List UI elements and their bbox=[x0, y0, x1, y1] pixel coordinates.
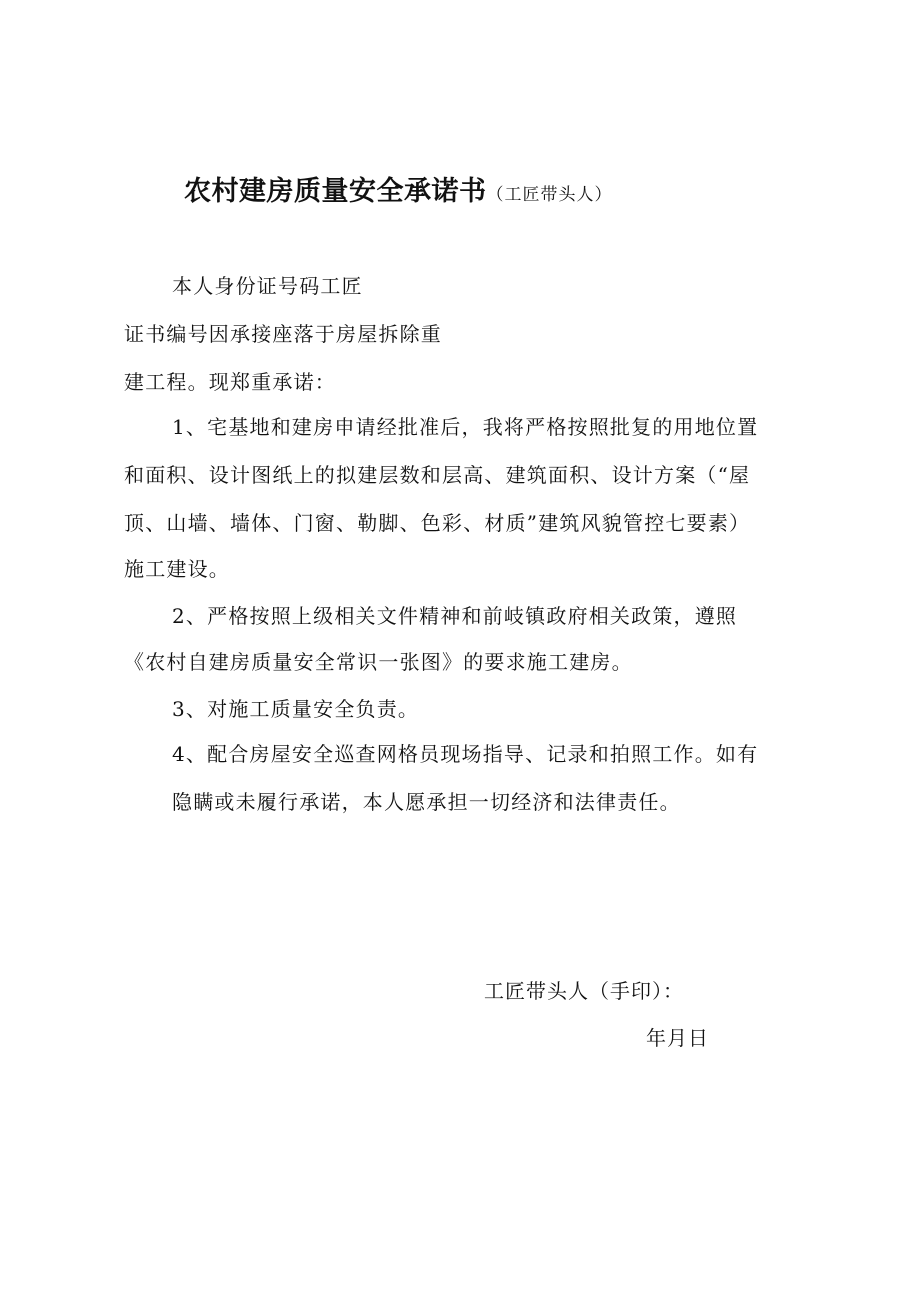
item-4-line-1: 4、配合房屋安全巡查网格员现场指导、记录和拍照工作。如有 bbox=[172, 742, 759, 766]
item-2-line-2: 《农村自建房质量安全常识一张图》的要求施工建房。 bbox=[124, 650, 633, 674]
item-3-line-1: 3、对施工质量安全负责。 bbox=[172, 697, 420, 721]
item-1-line-2: 和面积、设计图纸上的拟建层数和层高、建筑面积、设计方案（“屋 bbox=[124, 463, 751, 487]
item-1-line-1: 1、宅基地和建房申请经批准后，我将严格按照批复的用地位置 bbox=[172, 415, 759, 439]
item-4-line-2: 隐瞒或未履行承诺，本人愿承担一切经济和法律责任。 bbox=[172, 790, 681, 814]
item-1-line-4: 施工建设。 bbox=[124, 557, 230, 581]
title-suffix: （工匠带头人） bbox=[486, 185, 613, 205]
title-main: 农村建房质量安全承诺书 bbox=[184, 176, 487, 207]
signature-label: 工匠带头人（手印）： bbox=[484, 979, 684, 1003]
item-1-line-3: 顶、山墙、墙体、门窗、勒脚、色彩、材质”建筑风貌管控七要素） bbox=[124, 511, 751, 535]
intro-line-1: 本人身份证号码工匠 bbox=[172, 274, 363, 298]
item-2-line-1: 2、严格按照上级相关文件精神和前岐镇政府相关政策，遵照 bbox=[172, 604, 738, 628]
document-title bbox=[184, 170, 613, 217]
intro-line-3: 建工程。现郑重承诺： bbox=[124, 370, 336, 394]
date-label: 年月日 bbox=[646, 1026, 709, 1050]
intro-line-2: 证书编号因承接座落于房屋拆除重 bbox=[124, 322, 442, 346]
